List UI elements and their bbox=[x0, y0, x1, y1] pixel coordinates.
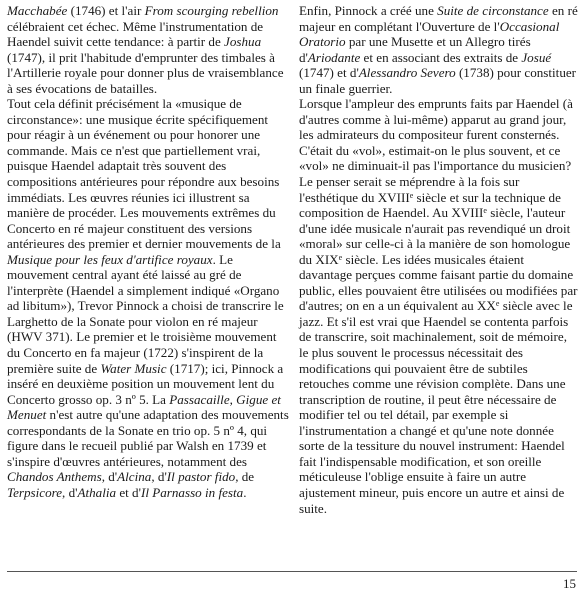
italic-title: Alcina bbox=[117, 469, 152, 485]
ordinal-suffix: e bbox=[483, 206, 487, 216]
italic-title: Terpsicore bbox=[7, 484, 63, 500]
italic-title: Musique pour les feux d'artifice royaux bbox=[7, 251, 213, 267]
text-run: Enfin, Pinnock a créé une bbox=[299, 3, 438, 18]
text-run: siècle. Les idées musicales étaient davantage perçues comme faisant partie du domaine public, elles pouvaient être utilisées ou modifiées par d'autres; on en a un équivalent au XX bbox=[299, 251, 578, 314]
ordinal-suffix: e bbox=[495, 299, 500, 309]
text-run: , d' bbox=[62, 484, 78, 500]
text-run: et d' bbox=[116, 484, 141, 500]
text-run: . Le mouvement central ayant été laissé au gré de l'interprète (Haendel a simplement indiqué «Organo ad libitum»), Trevor Pinnock a choisi de transcrire le Larghetto de la Sonate pour violon en ré majeur (HWV 371). Le premier et le troisième mouvement du Concerto en fa majeur (1722) s'inspirent de la première suite de bbox=[7, 251, 284, 376]
ordinal-suffix: e bbox=[409, 190, 414, 200]
text-run: et en associant des extraits de bbox=[360, 49, 522, 65]
italic-title: Macchabée bbox=[7, 3, 68, 18]
text-run: (1717); ici, Pinnock a inséré en deuxième position un mouvement lent du Concerto grosso op. 3 nº 5. La bbox=[7, 360, 284, 407]
text-run: n'est autre qu'une adaptation des mouvements correspondants de la Sonate en trio op. 5 nº 4, qui figure dans le recueil publié par Walsh en 1739 et s'inspire d'œuvres antérieures, notamment des bbox=[7, 407, 289, 469]
italic-title: Water Music bbox=[100, 360, 167, 376]
italic-title: Occasional Oratorio bbox=[299, 18, 560, 50]
text-run: . bbox=[243, 484, 247, 500]
italic-title: Athalia bbox=[77, 484, 117, 500]
text-run: siècle avec le jazz. Et s'il est vrai que Haendel se contenta parfois de transcrire, soit machinalement, soit de mémoire, le plus souvent le processus nécessitait des modifications qui pouvaient être de subtiles retouches comme une révision complète. Dans une transcription de routine, il peut être nécessaire de modifier tel ou tel détail, par exemple si l'instrumentation a changé et qu'une note donnée sorte de la tessiture du nouvel instrument: Haendel fait l'indispensable modification, et son oreille méticuleuse l'oblige ensuite à faire un autre ajustement mineur, puis encore un autre et ainsi de suite. bbox=[299, 298, 573, 516]
italic-title: From scourging rebellion bbox=[144, 3, 279, 18]
paragraph bbox=[7, 96, 290, 500]
text-run: Lorsque l'ampleur des emprunts faits par Haendel (à d'autres comme à lui-même) apparut au grand jour, les admirateurs du compositeur furent consternés. C'était du «vol», estimait-on le plus souvent, et ce «vol» ne diminuait-il pas l'importance du musicien? Le penser serait se méprendre à la fois sur l'esthétique du XVIII bbox=[299, 96, 573, 205]
text-run: , de bbox=[235, 469, 255, 485]
paragraph bbox=[7, 3, 290, 96]
italic-title: Passacaille, Gigue et Menuet bbox=[7, 391, 281, 423]
text-run: (1747), il prit l'habitude d'emprunter des timbales à l'Artillerie royale pour donner plus de vraisemblance à ses évocations de batailles. bbox=[7, 49, 284, 96]
text-run: par une Musette et un Allegro tirés d' bbox=[299, 34, 531, 65]
left-column bbox=[7, 3, 290, 501]
text-run: (1746) et l'air bbox=[67, 3, 145, 18]
italic-title: Alessandro Severo bbox=[358, 65, 456, 81]
italic-title: Il Parnasso in festa bbox=[140, 484, 244, 500]
paragraph bbox=[299, 96, 579, 516]
text-run: célébraient cet échec. Même l'instrumentation de Haendel suivit cette tendance: à partir de bbox=[7, 18, 264, 50]
italic-title: Suite de circonstance bbox=[437, 3, 549, 18]
page-number: 15 bbox=[563, 576, 576, 591]
italic-title: Josué bbox=[521, 49, 552, 65]
text-run: (1747) et d' bbox=[299, 65, 359, 81]
text-run: , d' bbox=[151, 469, 167, 485]
ordinal-suffix: e bbox=[338, 252, 343, 262]
text-run: Tout cela définit précisément la «musique de circonstance»: une musique écrite spécifiquement pour réagir à un événement ou pour honorer une commande. Mais ce n'est que partiellement vrai, puisque Haendel adaptait très souvent des compositions antérieures pour répondre aux besoins immédiats. Les œuvres réunies ici illustrent sa manière de procéder. Les mouvements extrêmes du Concerto en ré majeur constituent des versions antérieures des premier et dernier mouvements de la bbox=[7, 96, 281, 252]
right-column bbox=[299, 3, 579, 516]
footer-rule bbox=[7, 571, 577, 572]
italic-title: Joshua bbox=[224, 34, 262, 50]
paragraph bbox=[299, 3, 579, 96]
text-run: en ré majeur en complétant l'Ouverture de l' bbox=[299, 3, 578, 34]
italic-title: Ariodante bbox=[307, 49, 361, 65]
italic-title: Chandos Anthems bbox=[7, 469, 102, 485]
text-run: (1738) pour constituer un finale guerrier. bbox=[299, 65, 577, 96]
text-run: siècle, l'auteur d'une idée musicale n'aurait pas revendiqué un droit «moral» sur celle-ci à la manière de son homologue du XIX bbox=[299, 205, 571, 267]
text-run: , d' bbox=[101, 469, 118, 485]
text-run: siècle et sur la technique de composition de Haendel. Au XVIII bbox=[299, 189, 561, 221]
italic-title: Il pastor fido bbox=[166, 469, 236, 485]
